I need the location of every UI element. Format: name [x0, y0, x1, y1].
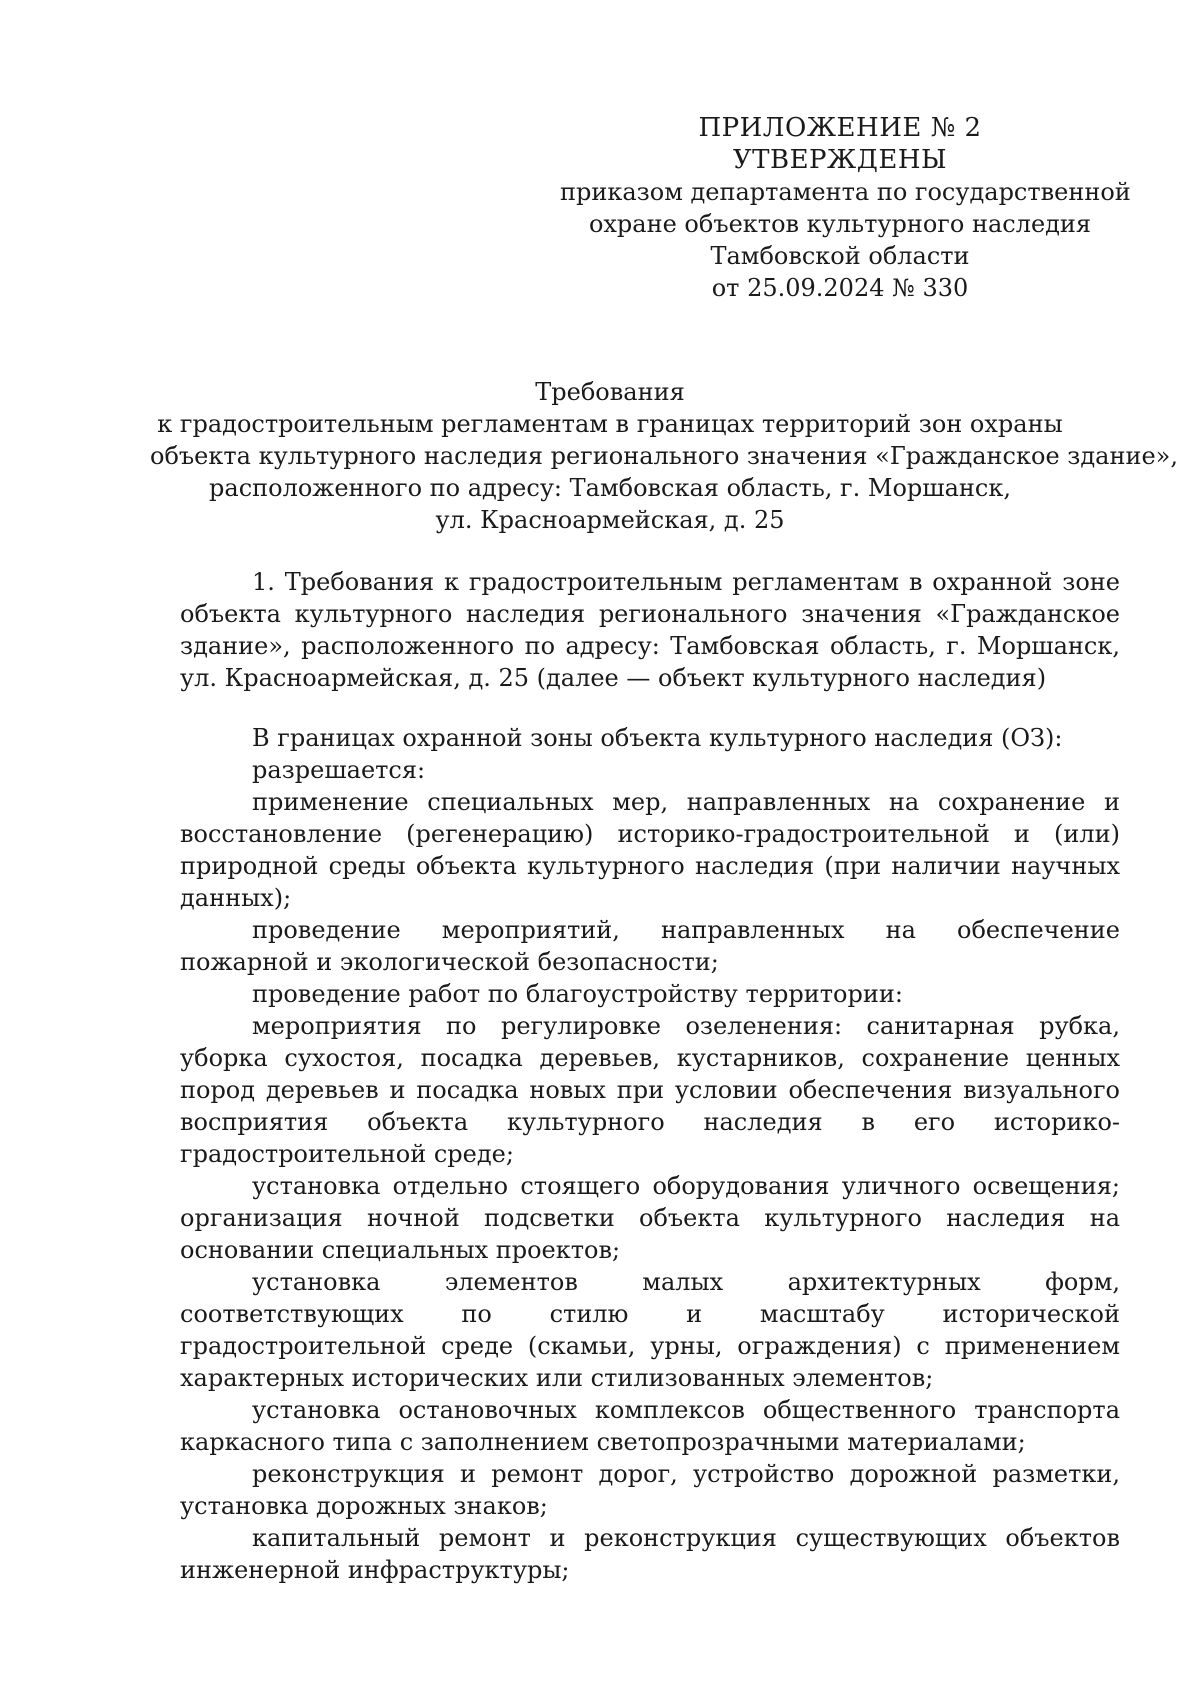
paragraph: применение специальных мер, направленных на сохранение и восстановление (регенерацию) историко-градостроительной и (или) природной среды объекта культурного наследия (при наличии научных данных); [180, 788, 1120, 912]
paragraph: В границах охранной зоны объекта культурного наследия (ОЗ): [252, 724, 1063, 752]
approval-line: приказом департамента по государственной [560, 178, 1131, 206]
section-1-heading: 1. Требования к градостроительным регламентам в охранной зоне объекта культурного наследия регионального значения «Гражданское здание», расположенного по адресу: Тамбовская область, г. Моршанск, ул. Красноармейская, д. 25 (далее — объект культурного наследия) [180, 568, 1120, 692]
approval-date: от 25.09.2024 № 330 [711, 274, 969, 302]
approval-line: охране объектов культурного наследия [588, 210, 1092, 238]
title-line: ул. Красноармейская, д. 25 [435, 506, 785, 534]
document-body [180, 566, 1120, 1586]
title-line: объекта культурного наследия регионального значения «Гражданское здание», [150, 442, 1178, 470]
document-title [150, 376, 1178, 536]
paragraph: капитальный ремонт и реконструкция существующих объектов инженерной инфраструктуры; [180, 1524, 1120, 1584]
title-line: к градостроительным регламентам в границах территорий зон охраны [157, 410, 1063, 438]
approval-line: Тамбовской области [710, 242, 970, 270]
paragraph: реконструкция и ремонт дорог, устройство дорожной разметки, установка дорожных знаков; [180, 1460, 1120, 1520]
paragraph: установка отдельно стоящего оборудования уличного освещения; организация ночной подсветки объекта культурного наследия на основании специальных проектов; [180, 1172, 1120, 1264]
paragraph: мероприятия по регулировке озеленения: санитарная рубка, уборка сухостоя, посадка деревьев, кустарников, сохранение ценных пород деревьев и посадка новых при условии обеспечения визуального восприятия объекта культурного наследия в его историко-градостроительной среде; [180, 1012, 1120, 1168]
approval-stamp [560, 112, 1131, 304]
paragraph: проведение мероприятий, направленных на обеспечение пожарной и экологической безопасности; [180, 916, 1120, 976]
appendix-label: ПРИЛОЖЕНИЕ № 2 [698, 113, 982, 143]
paragraph: установка элементов малых архитектурных форм, соответствующих по стилю и масштабу исторической градостроительной среде (скамьи, урны, ограждения) с применением характерных исторических или стилизованных элементов; [180, 1268, 1120, 1392]
title-heading: Требования [535, 378, 685, 406]
paragraph: разрешается: [252, 756, 426, 784]
paragraph: установка остановочных комплексов общественного транспорта каркасного типа с заполнением светопрозрачными материалами; [180, 1396, 1120, 1456]
title-line: расположенного по адресу: Тамбовская область, г. Моршанск, [209, 474, 1011, 502]
approved-label: УТВЕРЖДЕНЫ [732, 145, 948, 175]
paragraph: проведение работ по благоустройству территории: [252, 980, 903, 1008]
